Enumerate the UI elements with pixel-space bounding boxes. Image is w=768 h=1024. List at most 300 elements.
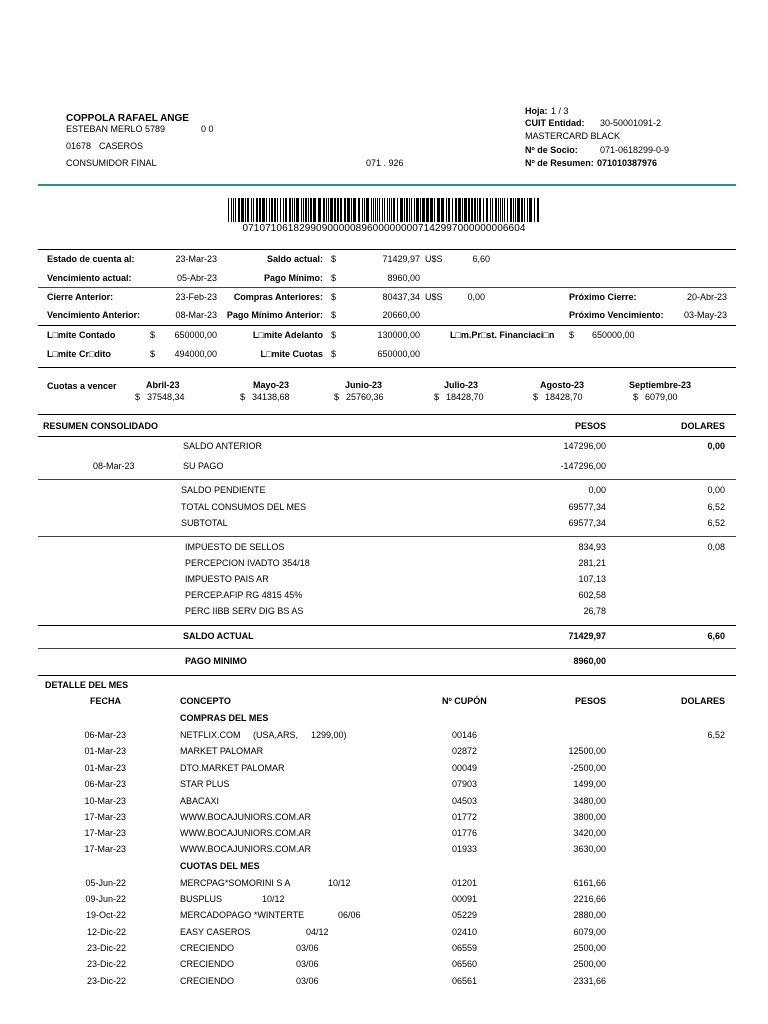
barcode-bar bbox=[384, 198, 385, 222]
limite-credito-value: 494000,00 bbox=[174, 349, 217, 359]
vencimiento-value: 05-Abr-23 bbox=[176, 273, 217, 283]
cuota-concept: CRECIENDO bbox=[180, 976, 235, 986]
barcode-bar bbox=[351, 198, 352, 222]
tax-pesos: 107,13 bbox=[578, 574, 606, 584]
compra-date: 10-Mar-23 bbox=[84, 796, 126, 806]
branch-code: 071 . 926 bbox=[366, 158, 404, 168]
tax-label: PERCEPCION IVADTO 354/18 bbox=[185, 558, 310, 568]
cuota-date: 23-Dic-22 bbox=[86, 943, 126, 953]
barcode-bar bbox=[515, 198, 516, 222]
saldo-actual-pesos: 71429,97 bbox=[568, 631, 606, 641]
cuota-date: 09-Jun-22 bbox=[85, 894, 126, 904]
barcode-bar bbox=[446, 198, 447, 222]
barcode-bar bbox=[490, 198, 491, 222]
barcode-bar bbox=[269, 198, 270, 222]
compra-dolares: 6,52 bbox=[707, 730, 725, 740]
cuotas-title: CUOTAS DEL MES bbox=[180, 861, 260, 871]
tax-pesos: 834,93 bbox=[578, 542, 606, 552]
tax-dolares: 0,08 bbox=[707, 542, 725, 552]
cuota-pesos: 2500,00 bbox=[573, 959, 606, 969]
cuota-pesos: 2500,00 bbox=[573, 943, 606, 953]
barcode-bar bbox=[247, 198, 249, 222]
cuota-month: Abril-23 bbox=[146, 380, 180, 390]
cuota-concept: BUSPLUS bbox=[180, 894, 223, 904]
divider bbox=[38, 436, 736, 437]
barcode-bar bbox=[285, 198, 287, 222]
cuota-amount: 37548,34 bbox=[147, 392, 185, 402]
estado-value: 23-Mar-23 bbox=[175, 254, 217, 264]
limite-adelanto-label: L□mite Adelanto bbox=[252, 330, 323, 340]
barcode-bar bbox=[277, 198, 278, 222]
compra-pesos: 3800,00 bbox=[573, 812, 606, 822]
barcode-bar bbox=[228, 198, 229, 222]
barcode-bar bbox=[377, 198, 378, 222]
pago-minimo-anterior-label: Pago Mínimo Anterior: bbox=[226, 310, 323, 320]
barcode-bar bbox=[326, 198, 327, 222]
cuota-amount: 18428,70 bbox=[545, 392, 583, 402]
customer-address: ESTEBAN MERLO 5789 bbox=[66, 124, 166, 134]
cuota-number: 04/12 bbox=[306, 927, 329, 937]
compra-date: 01-Mar-23 bbox=[84, 746, 126, 756]
pago-minimo-value: 8960,00 bbox=[387, 273, 420, 283]
barcode-bar bbox=[366, 198, 369, 222]
pago-minimo-anterior-currency: $ bbox=[331, 310, 337, 320]
cuota-pesos: 6161,66 bbox=[573, 878, 606, 888]
barcode-bar bbox=[308, 198, 309, 222]
barcode-bar bbox=[464, 198, 467, 222]
customer-postal-code: 01678 bbox=[66, 141, 92, 151]
customer-name: COPPOLA RAFAEL ANGE bbox=[66, 113, 189, 124]
divider bbox=[38, 536, 736, 537]
saldo-actual-label: SALDO ACTUAL bbox=[183, 631, 254, 641]
barcode-bar bbox=[382, 198, 383, 222]
proximo-cierre-label: Próximo Cierre: bbox=[569, 292, 637, 302]
socio-label: Nº de Socio: bbox=[525, 145, 578, 155]
barcode-bar bbox=[364, 198, 365, 222]
page-value: 1 / 3 bbox=[551, 106, 569, 116]
detalle-col-pesos: PESOS bbox=[574, 696, 606, 706]
limite-cuotas-currency: $ bbox=[331, 349, 337, 359]
su-pago-date: 08-Mar-23 bbox=[93, 461, 135, 471]
limite-prestamo-value: 650000,00 bbox=[592, 330, 635, 340]
barcode-bar bbox=[471, 198, 473, 222]
compra-date: 17-Mar-23 bbox=[84, 828, 126, 838]
barcode-bar bbox=[524, 198, 525, 222]
barcode-bar bbox=[274, 198, 276, 222]
barcode-bar bbox=[468, 198, 470, 222]
compra-extra: (USA,ARS, bbox=[253, 730, 299, 740]
customer-address-extra: 0 0 bbox=[201, 124, 214, 134]
compras-anteriores-usd-currency: U$S bbox=[425, 292, 443, 302]
barcode-bar bbox=[414, 198, 415, 222]
barcode-bar bbox=[434, 198, 435, 222]
pago-minimo-resumen-pesos: 8960,00 bbox=[573, 656, 606, 666]
saldo-label: Saldo actual: bbox=[266, 254, 323, 264]
compra-cupon: 07903 bbox=[452, 779, 478, 789]
barcode-number: 07107106182990900000896000000007142997000000006604 bbox=[242, 223, 526, 234]
barcode-bar bbox=[502, 198, 503, 222]
compra-pesos: 1499,00 bbox=[573, 779, 606, 789]
cuotas-vencer-label: Cuotas a vencer bbox=[47, 381, 117, 391]
cuota-number: 03/06 bbox=[296, 959, 319, 969]
cuota-concept: CRECIENDO bbox=[180, 959, 235, 969]
divider bbox=[38, 648, 736, 649]
barcode-bar bbox=[479, 198, 481, 222]
barcode-bar bbox=[458, 198, 461, 222]
compra-concept: STAR PLUS bbox=[180, 779, 230, 789]
saldo-usd-value: 6,60 bbox=[472, 254, 490, 264]
barcode-bar bbox=[430, 198, 433, 222]
saldo-actual-dolares: 6,60 bbox=[707, 631, 725, 641]
compra-concept: WWW.BOCAJUNIORS.COM.AR bbox=[180, 812, 311, 822]
barcode-bar bbox=[305, 198, 307, 222]
barcode-bar bbox=[397, 198, 398, 222]
barcode-bar bbox=[303, 198, 304, 222]
cuota-month: Junio-23 bbox=[345, 380, 383, 390]
compra-concept: ABACAXI bbox=[180, 796, 220, 806]
barcode-bar bbox=[420, 198, 421, 222]
limite-credito-label: L□mite Cr□dito bbox=[47, 349, 111, 359]
compra-cupon: 02872 bbox=[452, 746, 478, 756]
detalle-col-dolares: DOLARES bbox=[680, 696, 725, 706]
compra-concept: DTO.MARKET PALOMAR bbox=[180, 763, 285, 773]
compras-anteriores-value: 80437,34 bbox=[382, 292, 420, 302]
resumen-value: 071010387976 bbox=[597, 158, 658, 168]
limite-cuotas-value: 650000,00 bbox=[377, 349, 420, 359]
saldo-currency: $ bbox=[331, 254, 337, 264]
barcode-bar bbox=[492, 198, 493, 222]
cuota-amount: 18428,70 bbox=[446, 392, 484, 402]
limite-contado-value: 650000,00 bbox=[174, 330, 217, 340]
su-pago-pesos: -147296,00 bbox=[560, 461, 606, 471]
barcode-bar bbox=[283, 198, 284, 222]
compra-concept: NETFLIX.COM bbox=[180, 730, 241, 740]
detalle-title: DETALLE DEL MES bbox=[45, 680, 129, 690]
barcode-bar bbox=[294, 198, 295, 222]
barcode-bar bbox=[411, 198, 412, 222]
cuit-label: CUIT Entidad: bbox=[525, 118, 585, 128]
barcode-bar bbox=[301, 198, 302, 222]
barcode-bar bbox=[477, 198, 478, 222]
limite-cuotas-label: L□mite Cuotas bbox=[260, 349, 323, 359]
cuota-date: 19-Oct-22 bbox=[85, 910, 126, 920]
page-label: Hoja: bbox=[525, 106, 548, 116]
tax-pesos: 26,78 bbox=[583, 606, 606, 616]
su-pago-label: SU PAGO bbox=[183, 461, 224, 471]
barcode-bar bbox=[498, 198, 499, 222]
barcode-bar bbox=[323, 198, 325, 222]
limite-credito-currency: $ bbox=[150, 349, 156, 359]
barcode-bar bbox=[238, 198, 240, 222]
barcode-bar bbox=[422, 198, 425, 222]
resumen-title: RESUMEN CONSOLIDADO bbox=[43, 421, 159, 431]
barcode-bar bbox=[409, 198, 410, 222]
tax-label: IMPUESTO DE SELLOS bbox=[185, 542, 285, 552]
cuota-currency: $ bbox=[633, 392, 639, 402]
barcode-bar bbox=[344, 198, 346, 222]
saldo-anterior-dolares: 0,00 bbox=[707, 441, 725, 451]
barcode-bar bbox=[406, 198, 408, 222]
compra-concept: MARKET PALOMAR bbox=[180, 746, 264, 756]
pago-minimo-label: Pago Mínimo: bbox=[264, 273, 323, 283]
divider bbox=[38, 249, 736, 250]
card-type: MASTERCARD BLACK bbox=[525, 131, 621, 141]
cuota-currency: $ bbox=[334, 392, 340, 402]
cuota-date: 12-Dic-22 bbox=[86, 927, 126, 937]
barcode-bar bbox=[448, 198, 450, 222]
barcode-bar bbox=[379, 198, 380, 222]
cuota-cupon: 06560 bbox=[452, 959, 478, 969]
divider bbox=[38, 479, 736, 480]
pago-minimo-currency: $ bbox=[331, 273, 337, 283]
barcode-bar bbox=[340, 198, 342, 222]
barcode-bar bbox=[534, 198, 535, 222]
barcode-bar bbox=[517, 198, 520, 222]
subtotal-dolares: 6,52 bbox=[707, 518, 725, 528]
saldo-anterior-label: SALDO ANTERIOR bbox=[183, 441, 263, 451]
cuota-amount: 34138,68 bbox=[252, 392, 290, 402]
divider bbox=[38, 675, 736, 676]
compra-date: 06-Mar-23 bbox=[84, 779, 126, 789]
compra-cupon: 00049 bbox=[452, 763, 478, 773]
cuota-pesos: 2880,00 bbox=[573, 910, 606, 920]
cuota-currency: $ bbox=[135, 392, 141, 402]
compra-pesos: 12500,00 bbox=[568, 746, 606, 756]
cuota-date: 23-Dic-22 bbox=[86, 976, 126, 986]
socio-value: 071-0618299-0-9 bbox=[600, 145, 670, 155]
barcode-bar bbox=[400, 198, 403, 222]
total-consumos-pesos: 69577,34 bbox=[568, 502, 606, 512]
barcode-bar bbox=[253, 198, 254, 222]
cuota-month: Julio-23 bbox=[444, 380, 479, 390]
compra-date: 01-Mar-23 bbox=[84, 763, 126, 773]
divider bbox=[38, 625, 736, 626]
barcode-bar bbox=[337, 198, 339, 222]
cuota-currency: $ bbox=[240, 392, 246, 402]
barcode-bar bbox=[521, 198, 523, 222]
barcode-bar bbox=[330, 198, 333, 222]
barcode-bar bbox=[529, 198, 532, 222]
compra-cupon: 01772 bbox=[452, 812, 478, 822]
saldo-pendiente-label: SALDO PENDIENTE bbox=[181, 485, 266, 495]
barcode-bar bbox=[375, 198, 376, 222]
tax-pesos: 281,21 bbox=[578, 558, 606, 568]
barcode-bar bbox=[486, 198, 488, 222]
divider bbox=[38, 367, 736, 368]
barcode-bar bbox=[504, 198, 505, 222]
saldo-pendiente-dolares: 0,00 bbox=[707, 485, 725, 495]
pago-minimo-resumen-label: PAGO MINIMO bbox=[185, 656, 247, 666]
barcode-bar bbox=[347, 198, 350, 222]
barcode-bar bbox=[393, 198, 395, 222]
cuota-cupon: 02410 bbox=[452, 927, 478, 937]
cuota-cupon: 01201 bbox=[452, 878, 478, 888]
compras-anteriores-usd-value: 0,00 bbox=[467, 292, 485, 302]
cuota-number: 10/12 bbox=[328, 878, 351, 888]
barcode-bar bbox=[241, 198, 244, 222]
cuota-concept: MERCPAG*SOMORINI S A bbox=[180, 878, 291, 888]
resumen-col-pesos: PESOS bbox=[574, 421, 606, 431]
limite-prestamo-label: L□m.Pr□st. Financiaci□n bbox=[450, 330, 555, 340]
barcode-bar bbox=[310, 198, 312, 222]
barcode-bar bbox=[500, 198, 501, 222]
subtotal-label: SUBTOTAL bbox=[181, 518, 228, 528]
vencimiento-anterior-value: 08-Mar-23 bbox=[175, 310, 217, 320]
saldo-pendiente-pesos: 0,00 bbox=[588, 485, 606, 495]
barcode-bar bbox=[334, 198, 336, 222]
barcode-bar bbox=[437, 198, 440, 222]
barcode bbox=[228, 198, 540, 222]
proximo-cierre-value: 20-Abr-23 bbox=[686, 292, 727, 302]
tax-pesos: 602,58 bbox=[578, 590, 606, 600]
compras-anteriores-currency: $ bbox=[331, 292, 337, 302]
detalle-col-fecha: FECHA bbox=[90, 696, 121, 706]
cuota-cupon: 06559 bbox=[452, 943, 478, 953]
barcode-bar bbox=[527, 198, 528, 222]
cuota-month: Mayo-23 bbox=[253, 380, 290, 390]
barcode-bar bbox=[455, 198, 457, 222]
limite-contado-label: L□mite Contado bbox=[47, 330, 116, 340]
barcode-bar bbox=[251, 198, 252, 222]
limite-prestamo-currency: $ bbox=[569, 330, 575, 340]
cuota-number: 03/06 bbox=[296, 976, 319, 986]
barcode-bar bbox=[292, 198, 293, 222]
cuota-number: 06/06 bbox=[338, 910, 361, 920]
compra-pesos: -2500,00 bbox=[570, 763, 606, 773]
barcode-bar bbox=[280, 198, 281, 222]
cuota-number: 03/06 bbox=[296, 943, 319, 953]
compra-cupon: 00146 bbox=[452, 730, 478, 740]
barcode-bar bbox=[233, 198, 234, 222]
compra-date: 06-Mar-23 bbox=[84, 730, 126, 740]
cuit-value: 30-50001091-2 bbox=[600, 118, 662, 128]
barcode-bar bbox=[271, 198, 273, 222]
compra-pesos: 3480,00 bbox=[573, 796, 606, 806]
barcode-bar bbox=[235, 198, 236, 222]
barcode-bar bbox=[353, 198, 356, 222]
barcode-bar bbox=[371, 198, 372, 222]
barcode-bar bbox=[389, 198, 390, 222]
barcode-bar bbox=[256, 198, 258, 222]
compra-cupon: 01776 bbox=[452, 828, 478, 838]
cuota-amount: 6079,00 bbox=[645, 392, 678, 402]
barcode-bar bbox=[358, 198, 360, 222]
compra-concept: WWW.BOCAJUNIORS.COM.AR bbox=[180, 828, 311, 838]
limite-adelanto-currency: $ bbox=[331, 330, 337, 340]
total-consumos-dolares: 6,52 bbox=[707, 502, 725, 512]
header-divider bbox=[38, 184, 736, 186]
tax-label: IMPUESTO PAIS AR bbox=[185, 574, 269, 584]
divider bbox=[38, 414, 736, 415]
barcode-bar bbox=[452, 198, 453, 222]
saldo-value: 71429,97 bbox=[382, 254, 420, 264]
barcode-bar bbox=[318, 198, 321, 222]
barcode-bar bbox=[391, 198, 392, 222]
barcode-bar bbox=[483, 198, 484, 222]
customer-city: CASEROS bbox=[99, 141, 144, 151]
barcode-bar bbox=[259, 198, 261, 222]
barcode-bar bbox=[462, 198, 463, 222]
cuota-concept: MERCADOPAGO *WINTERTE bbox=[180, 910, 305, 920]
compras-title: COMPRAS DEL MES bbox=[180, 713, 269, 723]
barcode-bar bbox=[362, 198, 363, 222]
cuota-date: 23-Dic-22 bbox=[86, 959, 126, 969]
barcode-bar bbox=[507, 198, 508, 222]
compra-concept: WWW.BOCAJUNIORS.COM.AR bbox=[180, 844, 311, 854]
saldo-anterior-pesos: 147296,00 bbox=[563, 441, 606, 451]
barcode-bar bbox=[266, 198, 267, 222]
cuota-concept: EASY CASEROS bbox=[180, 927, 251, 937]
barcode-bar bbox=[474, 198, 476, 222]
estado-label: Estado de cuenta al: bbox=[47, 254, 135, 264]
barcode-bar bbox=[262, 198, 265, 222]
cuota-pesos: 6079,00 bbox=[573, 927, 606, 937]
cuota-number: 10/12 bbox=[262, 894, 285, 904]
compra-date: 17-Mar-23 bbox=[84, 844, 126, 854]
total-consumos-label: TOTAL CONSUMOS DEL MES bbox=[181, 502, 307, 512]
cuota-amount: 25760,36 bbox=[346, 392, 384, 402]
subtotal-pesos: 69577,34 bbox=[568, 518, 606, 528]
barcode-bar bbox=[387, 198, 388, 222]
cuota-cupon: 05229 bbox=[452, 910, 478, 920]
barcode-bar bbox=[441, 198, 444, 222]
divider bbox=[38, 287, 736, 288]
vencimiento-label: Vencimiento actual: bbox=[47, 273, 132, 283]
barcode-bar bbox=[513, 198, 514, 222]
divider bbox=[38, 325, 736, 326]
barcode-bar bbox=[289, 198, 291, 222]
barcode-bar bbox=[510, 198, 512, 222]
cuota-cupon: 06561 bbox=[452, 976, 478, 986]
limite-contado-currency: $ bbox=[150, 330, 156, 340]
compra-cupon: 01933 bbox=[452, 844, 478, 854]
pago-minimo-anterior-value: 20660,00 bbox=[382, 310, 420, 320]
tax-label: PERC IIBB SERV DIG BS AS bbox=[185, 606, 304, 616]
compra-pesos: 3420,00 bbox=[573, 828, 606, 838]
cuota-month: Septiembre-23 bbox=[629, 380, 692, 390]
resumen-label: Nº de Resumen: bbox=[525, 158, 594, 168]
cuota-date: 05-Jun-22 bbox=[85, 878, 126, 888]
cuota-month: Agosto-23 bbox=[540, 380, 585, 390]
cuota-currency: $ bbox=[533, 392, 539, 402]
compra-cupon: 04503 bbox=[452, 796, 478, 806]
compra-pesos: 3630,00 bbox=[573, 844, 606, 854]
tax-condition: CONSUMIDOR FINAL bbox=[66, 158, 157, 168]
cuota-concept: CRECIENDO bbox=[180, 943, 235, 953]
barcode-bar bbox=[416, 198, 419, 222]
barcode-bar bbox=[328, 198, 329, 222]
compra-date: 17-Mar-23 bbox=[84, 812, 126, 822]
barcode-bar bbox=[404, 198, 405, 222]
cuota-pesos: 2331,66 bbox=[573, 976, 606, 986]
barcode-bar bbox=[537, 198, 539, 222]
saldo-usd-currency: U$S bbox=[425, 254, 443, 264]
barcode-bar bbox=[373, 198, 374, 222]
vencimiento-anterior-label: Vencimiento Anterior: bbox=[47, 310, 141, 320]
resumen-col-dolares: DOLARES bbox=[680, 421, 725, 431]
cuota-currency: $ bbox=[434, 392, 440, 402]
barcode-bar bbox=[426, 198, 429, 222]
detalle-col-cupon: Nº CUPÓN bbox=[442, 696, 487, 706]
cuota-pesos: 2216,66 bbox=[573, 894, 606, 904]
cuota-cupon: 00091 bbox=[452, 894, 478, 904]
proximo-vencimiento-value: 03-May-23 bbox=[683, 310, 727, 320]
barcode-bar bbox=[245, 198, 246, 222]
limite-adelanto-value: 130000,00 bbox=[377, 330, 420, 340]
cierre-anterior-label: Cierre Anterior: bbox=[47, 292, 114, 302]
barcode-bar bbox=[313, 198, 316, 222]
barcode-bar bbox=[231, 198, 232, 222]
